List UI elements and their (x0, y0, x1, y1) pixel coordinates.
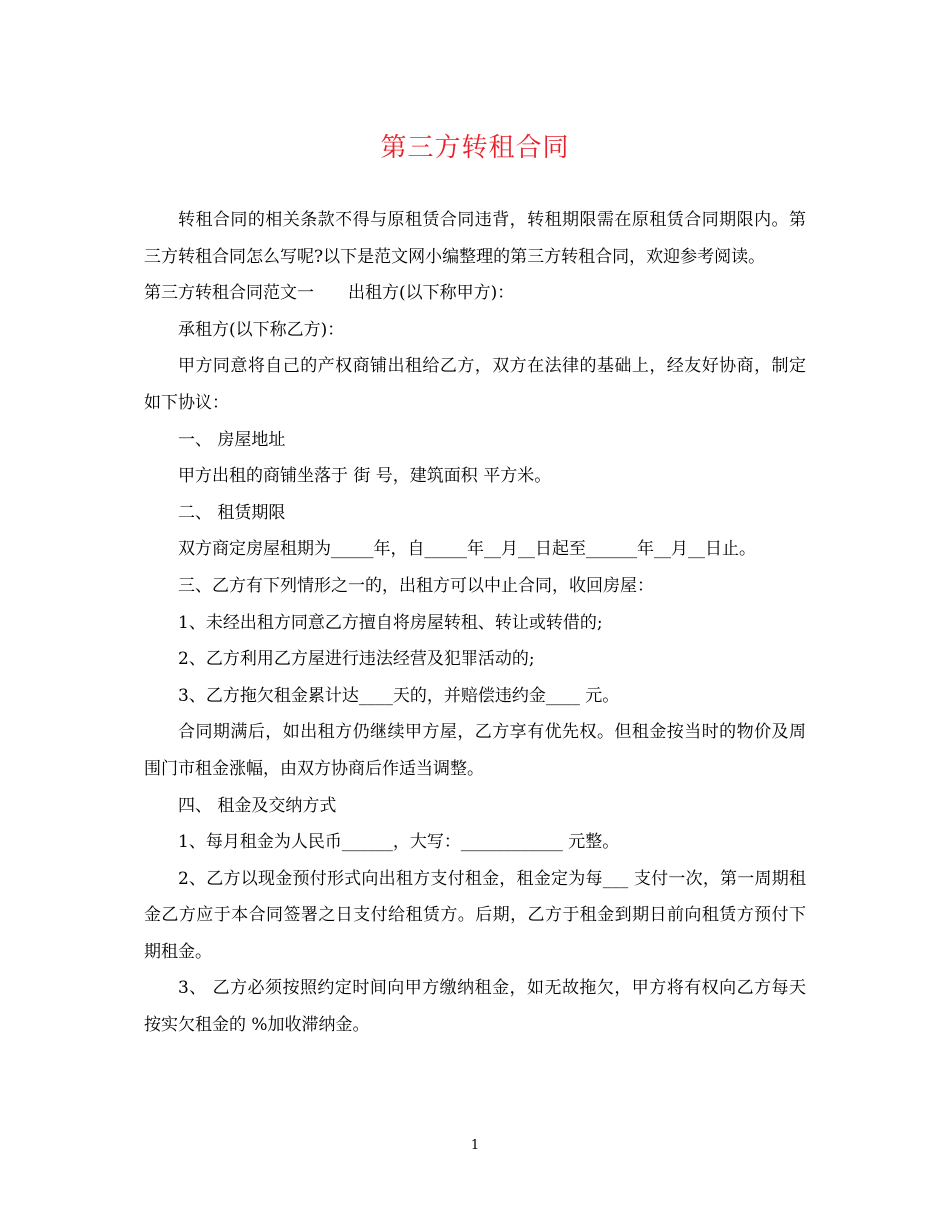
paragraph-term: 双方商定房屋租期为_____年，自_____年__月__日起至______年__月__日止。 (178, 539, 756, 560)
page-number: 1 (470, 1138, 480, 1153)
paragraph-intro: 转租合同的相关条款不得与原租赁合同违背，转租期限需在原租赁合同期限内。第三方转租合同怎么写呢?以下是范文网小编整理的第三方转租合同，欢迎参考阅读。 (144, 210, 806, 267)
list-item-termination-3: 3、乙方拖欠租金累计达____天的，并赔偿违约金____ 元。 (178, 685, 620, 706)
document-title: 第三方转租合同 (380, 133, 570, 163)
section-heading-rent: 四、 租金及交纳方式 (178, 795, 337, 816)
list-item-rent-1: 1、每月租金为人民币______，大写：____________ 元整。 (178, 832, 620, 853)
paragraph-sample-heading: 第三方转租合同范文一 出租方(以下称甲方)： (144, 283, 515, 304)
paragraph-renewal: 合同期满后，如出租方仍继续甲方屋，乙方享有优先权。但租金按当时的物价及周围门市租金涨幅，由双方协商后作适当调整。 (144, 722, 806, 779)
paragraph-lessee: 承租方(以下称乙方)： (178, 319, 345, 340)
list-item-termination-1: 1、未经出租方同意乙方擅自将房屋转租、转让或转借的; (178, 612, 603, 633)
document-body (144, 202, 806, 1044)
list-item-termination-2: 2、乙方利用乙方屋进行违法经营及犯罪活动的; (178, 649, 535, 670)
list-item-rent-3: 3、 乙方必须按照约定时间向甲方缴纳租金，如无故拖欠，甲方将有权向乙方每天按实欠租金的 %加收滞纳金。 (144, 978, 806, 1036)
section-heading-termination: 三、乙方有下列情形之一的，出租方可以中止合同，收回房屋： (178, 575, 654, 596)
paragraph-address: 甲方出租的商铺坐落于 街 号，建筑面积 平方米。 (178, 466, 552, 487)
paragraph-agreement: 甲方同意将自己的产权商铺出租给乙方，双方在法律的基础上，经友好协商，制定如下协议： (144, 356, 806, 413)
section-heading-address: 一、 房屋地址 (178, 429, 286, 450)
section-heading-term: 二、 租赁期限 (178, 502, 286, 523)
list-item-rent-2: 2、乙方以现金预付形式向出租方支付租金，租金定为每___ 支付一次，第一周期租金乙方应于本合同签署之日支付给租赁方。后期，乙方于租金到期日前向租赁方预付下期租金。 (144, 868, 806, 962)
